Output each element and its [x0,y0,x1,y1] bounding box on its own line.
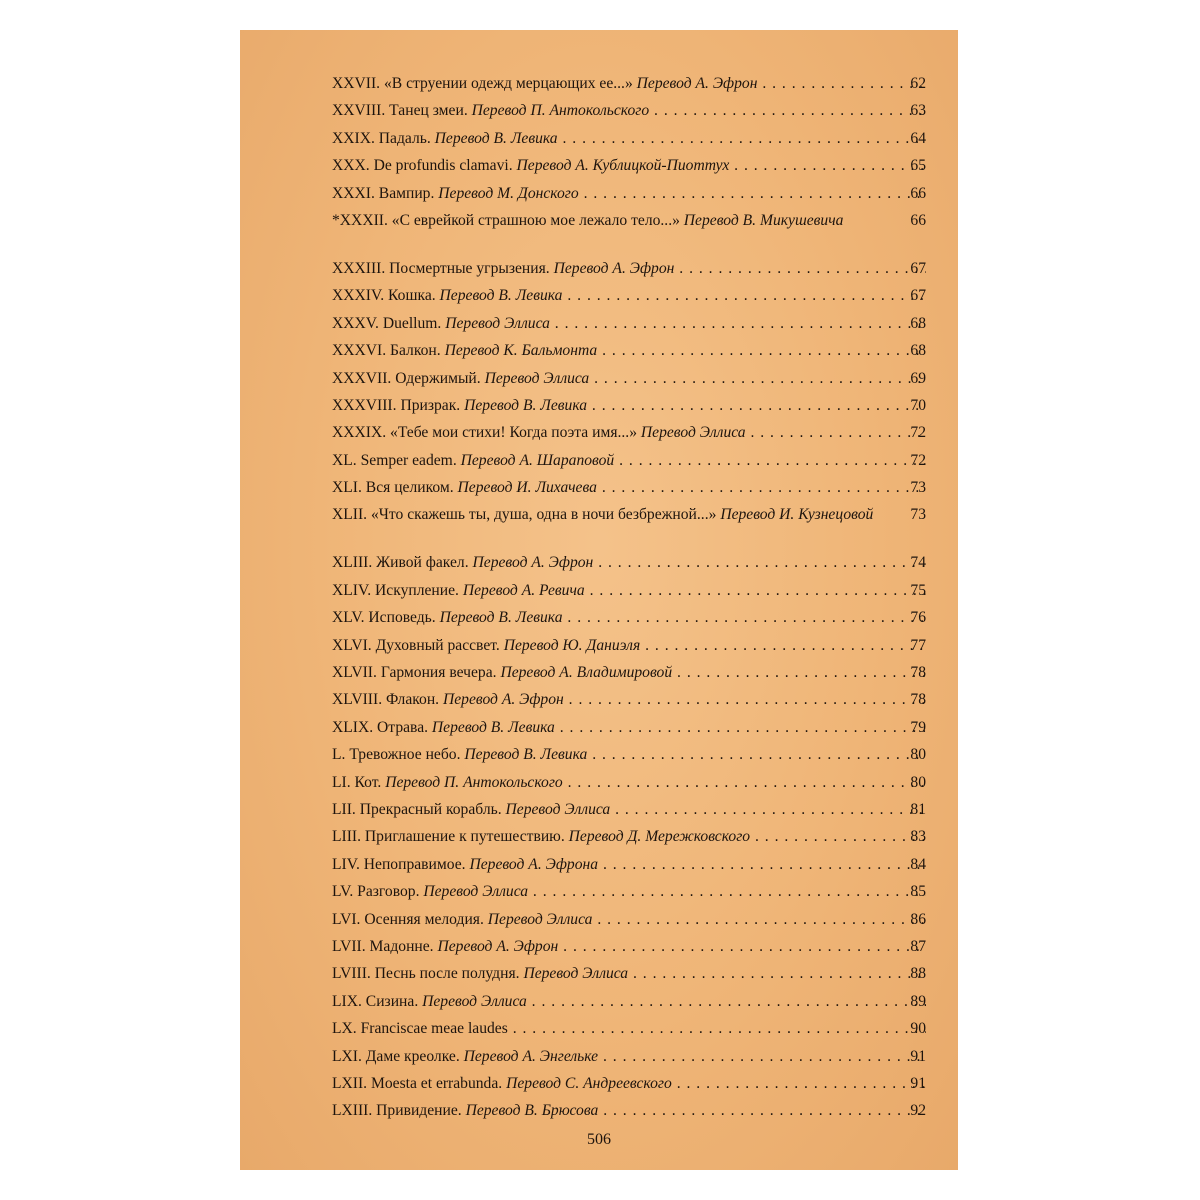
toc-entry-number: LII. [332,800,356,818]
toc-entry [332,310,926,337]
toc-entry-page: 84 [910,855,926,873]
toc-entry-text [332,1070,926,1097]
toc-entry-translator: Перевод Эллиса [423,883,529,901]
toc-entry [332,686,926,713]
toc-entry-text [332,310,926,337]
toc-entry-page: 68 [910,314,926,332]
toc-entry-number: XLIV. [332,581,372,599]
toc-entry [332,207,926,255]
toc-entry-title: Непоправимое. [363,855,466,873]
toc-entry-text [332,1097,926,1124]
toc-entry [332,447,926,474]
toc-entry-text [332,474,926,501]
toc-entry-page: 65 [910,157,926,175]
toc-entry-title: Исповедь. [368,609,436,627]
toc-entry-title: Мадонне. [369,937,434,955]
toc-entry-translator: Перевод А. Эфрон [636,75,758,92]
toc-entry-translator: Перевод А. Кублицкой-Пиоттух [516,157,730,175]
toc-entry [332,474,926,501]
toc-entry-title: Духовный рассвет. [375,636,500,654]
toc-entry-translator: Перевод А. Эфрон [442,691,564,709]
toc-entry-translator: Перевод Эллиса [484,369,590,387]
toc-entry-text [332,392,926,419]
toc-entry-page: 85 [910,883,926,901]
toc-entry-page: 73 [910,506,926,524]
toc-entry-translator: Перевод А. Шараповой [460,451,615,469]
toc-entry-title: Прекрасный корабль. [359,800,502,818]
toc-entry-number: XXXV. [332,314,379,332]
toc-entry-number: LIII. [332,828,362,846]
toc-entry-text [332,741,926,768]
page-number: 506 [587,1131,611,1148]
toc-entry-text [332,365,926,392]
toc-entry-translator: Перевод В. Левика [431,718,555,736]
toc-entry [332,255,926,282]
toc-entry-text [332,878,926,905]
toc-entry-translator: Перевод И. Лихачева [457,479,597,497]
toc-entry-number: XLVI. [332,636,372,654]
toc-entry [332,1070,926,1097]
toc-entry-title: Franciscae meae laudes [360,1020,508,1038]
toc-entry-text [332,659,926,686]
toc-entry [332,365,926,392]
toc-entry-number: XXIX. [332,129,375,147]
toc-entry [332,282,926,309]
toc-entry-page: 86 [910,910,926,928]
toc-entry-translator: Перевод И. Кузнецовой [720,506,874,524]
toc-entry [332,1097,926,1124]
toc-entry-text [332,686,926,713]
toc-entry-text [332,1043,926,1070]
toc-entry-text [332,632,926,659]
toc-entry-number: XXXVII. [332,369,392,387]
toc-entry-page: 72 [910,424,926,442]
toc-entry-text [332,851,926,878]
toc-entry-number: XXXIV. [332,287,385,305]
toc-entry-title: «Что скажешь ты, душа, одна в ночи безбрежной...» [370,506,717,524]
toc-entry-title: Отрава. [377,718,429,736]
toc-entry-title: Привидение. [376,1102,462,1120]
toc-entry [332,70,926,97]
toc-entry-text [332,549,926,576]
toc-entry-page: 83 [910,828,926,846]
toc-entry-number: XLVII. [332,664,377,682]
toc-entry-text [332,337,926,364]
toc-entry-translator: Перевод В. Левика [434,129,558,147]
toc-entry-page: 78 [910,691,926,709]
toc-entry-number: XLVIII. [332,691,383,709]
toc-entry-title: Гармония вечера. [380,664,497,682]
toc-entry-translator: Перевод А. Ревича [462,581,585,599]
toc-entry-title: Искупление. [375,581,459,599]
toc-entry [332,769,926,796]
toc-entry-number: LI. [332,773,351,791]
toc-entry-number: LV. [332,883,354,901]
toc-entry-page: 90 [910,1020,926,1038]
toc-entry-translator: Перевод Эллиса [422,992,527,1010]
toc-entry-translator: Перевод П. Антокольского [471,102,650,120]
toc-entry-number: XXXIII. [332,259,386,277]
toc-entry-title: Moesta et errabunda. [370,1074,503,1092]
toc-entry [332,796,926,823]
toc-entry-translator: Перевод Эллиса [505,800,611,818]
toc-entry-number: XLIX. [332,718,374,736]
toc-entry-page: 69 [910,369,926,387]
toc-entry [332,632,926,659]
toc-entry [332,988,926,1015]
toc-entry-translator: Перевод В. Левика [464,746,588,764]
toc-entry-title: Даме креолке. [365,1047,460,1065]
toc-entry-number: L. [332,746,346,764]
toc-entry-text [332,210,926,232]
toc-entry-number: XLII. [332,506,368,524]
toc-entry-number: LXII. [332,1074,368,1092]
toc-entry-page: 64 [910,129,926,147]
toc-entry-page: 72 [910,451,926,469]
toc-entry-page: 76 [910,609,926,627]
toc-entry-page: 78 [910,664,926,682]
toc-entry-text [332,282,926,309]
toc-entry-translator: Перевод Эллиса [487,910,593,928]
toc-entry [332,97,926,124]
toc-entry-page: 66 [910,184,926,202]
toc-entry-number: XXXIX. [332,424,387,442]
toc-entry-page: 91 [910,1074,926,1092]
toc-entry-number: XLI. [332,479,362,497]
toc-entry-translator: Перевод В. Брюсова [465,1102,599,1120]
toc-entry-text [332,125,926,152]
toc-entry-page: 77 [910,636,926,654]
toc-entry-translator: Перевод В. Левика [439,609,563,627]
toc-entry-translator: Перевод В. Микушевича [683,211,844,229]
toc-entry-number: LIV. [332,855,360,873]
toc-entry-number: XXVIII. [332,102,386,120]
toc-entry [332,577,926,604]
toc-entry-translator: Перевод А. Эфрона [469,855,599,873]
toc-entry-translator: Перевод М. Донского [438,184,579,202]
toc-entry-page: 70 [910,396,926,414]
toc-entry [332,741,926,768]
toc-entry-translator: Перевод Д. Мережковского [568,828,751,846]
toc-entry [332,878,926,905]
toc-entry-text [332,796,926,823]
toc-entry [332,125,926,152]
toc-entry-page: 92 [910,1102,926,1120]
toc-entry-translator: Перевод Эллиса [523,965,629,983]
toc-entry-translator: Перевод А. Владимировой [500,664,673,682]
toc-entry [332,419,926,446]
toc-entry-title: Одержимый. [395,369,481,387]
toc-entry [332,933,926,960]
toc-entry-translator: Перевод А. Эфрон [553,259,675,277]
toc-entry-number: *XXXII. [332,211,388,229]
toc-entry-text [332,1015,926,1042]
toc-entry-title: Посмертные угрызения. [389,259,550,277]
toc-entry-title: Вампир. [378,184,435,202]
toc-entry-number: LX. [332,1020,357,1038]
toc-entry [332,714,926,741]
toc-entry-title: Балкон. [390,342,441,360]
table-of-contents [332,70,926,1125]
toc-entry-page: 75 [910,581,926,599]
toc-entry-text [332,70,926,97]
toc-entry-text [332,447,926,474]
toc-entry-page: 68 [910,342,926,360]
toc-entry [332,152,926,179]
toc-entry-title: Приглашение к путешествию. [364,828,565,846]
toc-entry-number: LVII. [332,937,366,955]
toc-entry-number: LIX. [332,992,362,1010]
toc-entry-translator: Перевод Эллиса [640,424,746,442]
toc-entry-number: XXVII. [332,75,381,92]
toc-entry-title: Танец змеи. [389,102,468,120]
toc-entry-page: 62 [910,75,926,92]
toc-entry-text [332,988,926,1015]
toc-entry-page: 89 [910,992,926,1010]
book-page [240,30,958,1170]
toc-entry [332,906,926,933]
toc-entry-title: Semper eadem. [360,451,457,469]
toc-entry-title: Сизина. [365,992,419,1010]
toc-entry-number: XXXI. [332,184,375,202]
toc-entry-title: «Тебе мои стихи! Когда поэта имя...» [390,424,637,442]
toc-entry-number: XL. [332,451,357,469]
toc-entry-page: 74 [910,554,926,572]
toc-entry-text [332,180,926,207]
toc-entry-page: 81 [910,800,926,818]
toc-entry-translator: Перевод П. Антокольского [385,773,563,791]
toc-entry-text [332,419,926,446]
toc-entry [332,1043,926,1070]
toc-entry-translator: Перевод В. Левика [439,287,563,305]
toc-entry-page: 79 [910,718,926,736]
toc-entry-page: 87 [910,937,926,955]
toc-entry [332,392,926,419]
toc-entry-title: De profundis clamavi. [373,157,513,175]
toc-entry [332,851,926,878]
toc-entry-title: Осенняя мелодия. [364,910,484,928]
toc-entry-title: Падаль. [378,129,431,147]
toc-entry-text [332,255,926,282]
toc-entry-text [332,769,926,796]
toc-entry-title: Песнь после полудня. [374,965,520,983]
toc-entry [332,604,926,631]
toc-entry-page: 80 [910,746,926,764]
toc-entry-text [332,823,926,850]
toc-entry-title: Кот. [354,773,382,791]
toc-entry-text [332,504,926,526]
toc-entry-text [332,933,926,960]
toc-entry-page: 73 [910,479,926,497]
toc-entry [332,180,926,207]
toc-entry-number: XLV. [332,609,365,627]
toc-entry-translator: Перевод А. Эфрон [472,554,594,572]
toc-entry [332,1015,926,1042]
toc-entry-translator: Перевод С. Андреевского [506,1074,672,1092]
toc-entry [332,549,926,576]
toc-entry-number: LVIII. [332,965,371,983]
toc-entry-page: 67 [910,259,926,277]
toc-entry-title: «В струении одежд мерцающих ее...» [383,75,633,92]
toc-entry-page: 63 [910,102,926,120]
toc-entry-text [332,577,926,604]
toc-entry-text [332,152,926,179]
toc-entry-text [332,604,926,631]
toc-entry-page: 67 [910,287,926,305]
toc-entry-text [332,714,926,741]
toc-entry-title: Тревожное небо. [349,746,461,764]
toc-entry-translator: Перевод Ю. Даниэля [503,636,641,654]
toc-entry-title: Флакон. [386,691,440,709]
toc-entry-title: Duellum. [382,314,442,332]
toc-entry-translator: Перевод В. Левика [464,396,588,414]
toc-entry-page: 80 [910,773,926,791]
toc-entry-number: LXIII. [332,1102,373,1120]
toc-entry-number: LXI. [332,1047,362,1065]
toc-entry-text [332,906,926,933]
toc-entry-title: Призрак. [400,396,461,414]
toc-entry [332,501,926,549]
toc-entry-text [332,97,926,124]
toc-entry-page: 91 [910,1047,926,1065]
toc-entry [332,337,926,364]
toc-entry [332,960,926,987]
toc-entry-page: 66 [910,211,926,229]
toc-entry-title: Живой факел. [376,554,469,572]
toc-entry [332,823,926,850]
toc-entry-translator: Перевод А. Эфрон [437,937,559,955]
toc-entry-text [332,960,926,987]
toc-entry-title: Кошка. [388,287,436,305]
toc-entry-title: «С еврейкой страшною мое лежало тело...» [391,211,680,229]
toc-entry-number: XXXVI. [332,342,387,360]
toc-entry-translator: Перевод К. Бальмонта [444,342,598,360]
toc-entry-translator: Перевод Эллиса [445,314,550,332]
toc-entry-number: XLIII. [332,554,373,572]
toc-entry-number: XXXVIII. [332,396,397,414]
toc-entry-number: XXX. [332,157,370,175]
toc-entry-number: LVI. [332,910,361,928]
toc-entry-page: 88 [910,965,926,983]
toc-entry [332,659,926,686]
toc-entry-title: Вся целиком. [365,479,454,497]
toc-entry-title: Разговор. [357,883,420,901]
toc-entry-translator: Перевод А. Энгельке [463,1047,599,1065]
